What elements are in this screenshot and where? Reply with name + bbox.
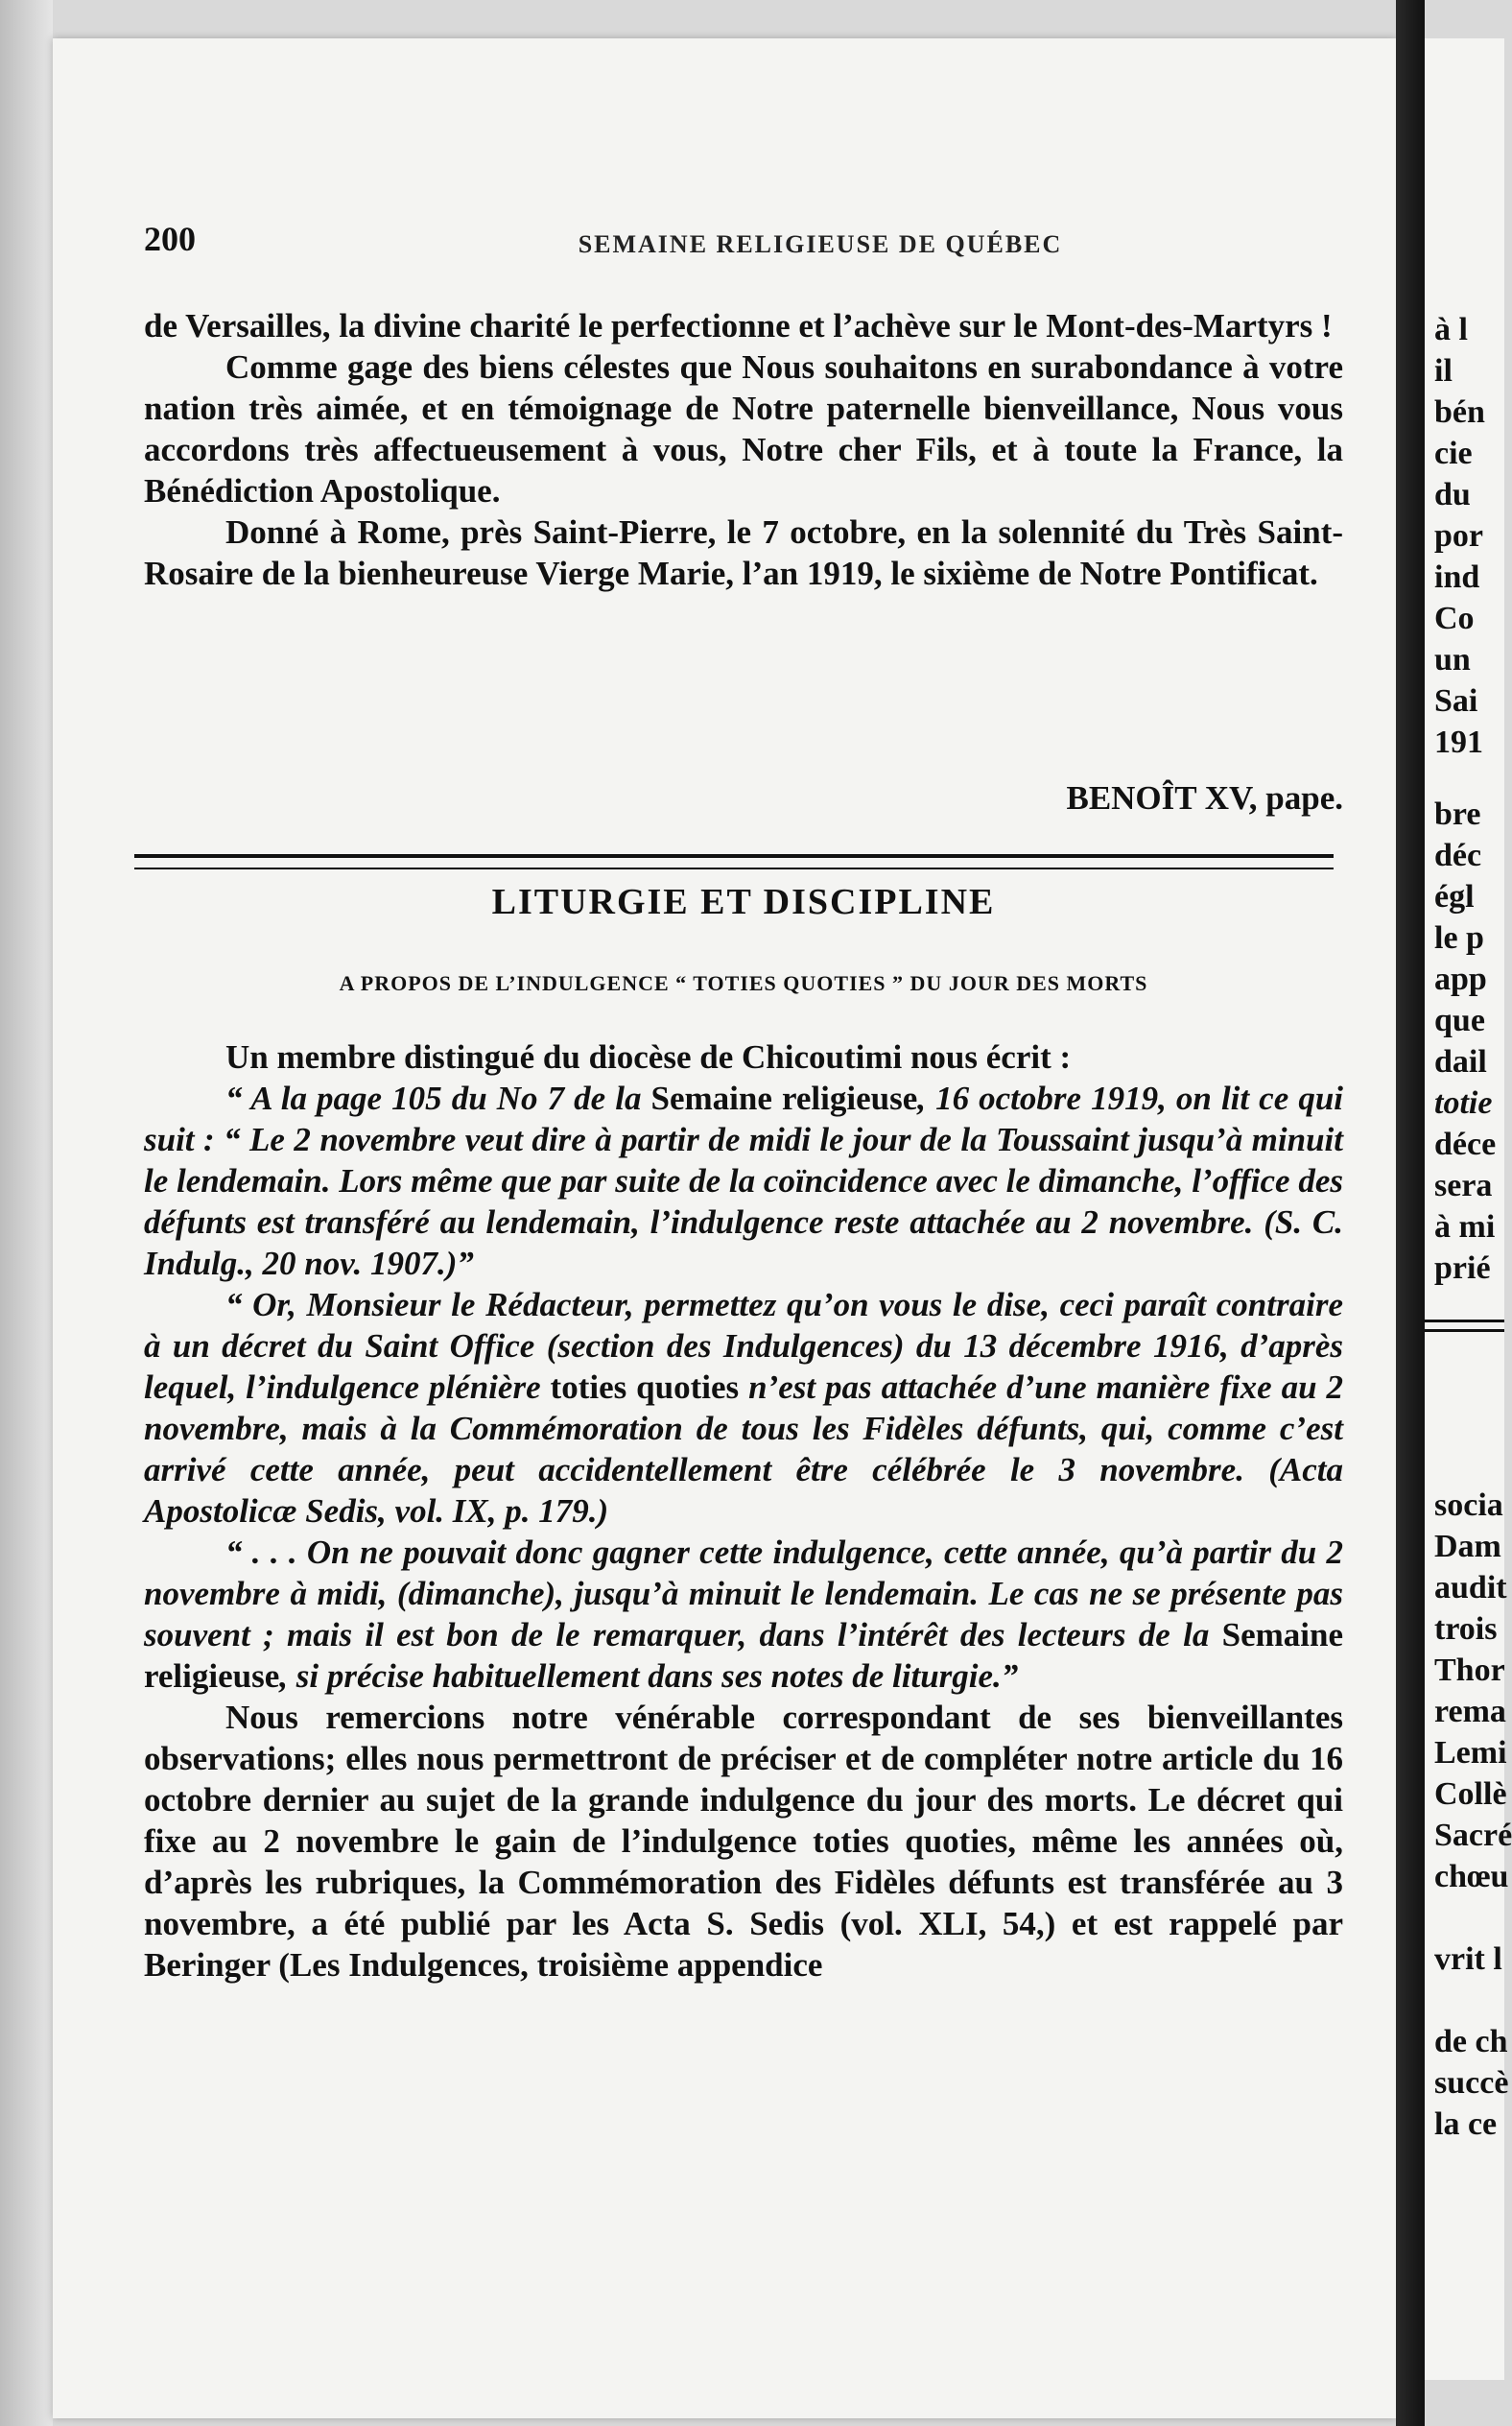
right-page-fragment: app [1434, 962, 1487, 997]
quote-text: , si précise habituellement dans ses notes de liturgie.” [279, 1657, 1019, 1695]
letter-text [144, 305, 1343, 594]
signature: BENOÎT XV, pape. [1066, 779, 1343, 817]
quote-text: “ Or, Monsieur le Rédacteur, permettez qu’on vous le dise, ceci paraît contraire à un décret du Saint Office (section des Indulgences) du 13 décembre 1916, d’après lequel, l’indulgence plénière [144, 1286, 1343, 1406]
right-page-fragment: sera [1434, 1168, 1493, 1203]
section-subtitle: A PROPOS DE L’INDULGENCE “ TOTIES QUOTIES ” DU JOUR DES MORTS [339, 971, 1148, 995]
section-title: LITURGIE ET DISCIPLINE [491, 882, 996, 922]
right-page-fragment: audit [1434, 1570, 1507, 1605]
right-page-fragment: succè [1434, 2065, 1509, 2101]
right-page-fragment: égl [1434, 879, 1475, 915]
right-page-fragment: que [1434, 1003, 1485, 1038]
page-number: 200 [144, 220, 196, 258]
right-page-rule [1425, 1329, 1504, 1332]
book-page-right-fragment [1425, 38, 1512, 2380]
book-gutter [1396, 0, 1425, 2426]
right-page-fragment: Sai [1434, 683, 1478, 719]
right-page-fragment: il [1434, 353, 1453, 389]
quoted-paragraph [144, 1284, 1343, 1532]
right-page-fragment: vrit l [1434, 1941, 1502, 1977]
right-page-fragment: totie [1434, 1085, 1493, 1121]
right-page-fragment: dail [1434, 1044, 1487, 1080]
right-page-fragment: socia [1434, 1487, 1503, 1523]
letter-paragraph: de Versailles, la divine charité le perfectionne et l’achève sur le Mont-des-Martyrs ! [144, 307, 1333, 345]
letter-paragraph: Donné à Rome, près Saint-Pierre, le 7 octobre, en la solennité du Très Saint-Rosaire de la bienheureuse Vierge Marie, l’an 1919, le sixième de Notre Pontificat. [144, 513, 1343, 592]
article-intro: Un membre distingué du diocèse de Chicoutimi nous écrit : [225, 1038, 1072, 1076]
right-page-fragment: déce [1434, 1127, 1497, 1162]
section-divider [134, 854, 1334, 869]
right-page-fragment: le p [1434, 920, 1484, 956]
right-page-fragment: du [1434, 477, 1471, 512]
publication-title: Semaine religieuse [650, 1080, 918, 1117]
quoted-paragraph [144, 1532, 1343, 1697]
right-page-fragment: la ce [1434, 2106, 1498, 2142]
right-page-fragment: ind [1434, 559, 1480, 595]
quote-text: n’est pas attachée d’une manière fixe au 2 novembre, mais à la Commémoration de tous les Fidèles défunts, qui, comme c’est arrivé cette année, peut accidentellement être célébrée le 3 novembre. (Acta Apostolicæ Sedis, vol. IX, p. 179.) [144, 1368, 1343, 1530]
right-page-fragment: Collè [1434, 1776, 1507, 1812]
reply-paragraph: Nous remercions notre vénérable correspondant de ses bienveillantes observations; elles nous permettront de préciser et de compléter notre article du 16 octobre dernier au sujet de la grande indulgence du jour des morts. Le décret qui fixe au 2 novembre le gain de l’indulgence toties quoties, même les années où, d’après les rubriques, la Commémoration des Fidèles défunts est transférée au 3 novembre, a été publié par les Acta S. Sedis (vol. XLI, 54,) et est rappelé par Beringer (Les Indulgences, troisième appendice [144, 1699, 1343, 1984]
right-page-fragment: Lemi [1434, 1735, 1507, 1771]
right-page-fragment: à l [1434, 312, 1468, 347]
latin-term: toties quoties [550, 1368, 740, 1406]
right-page-fragment: Dam [1434, 1529, 1501, 1564]
letter-paragraph: Comme gage des biens célestes que Nous souhaitons en surabondance à votre nation très aimée, et en témoignage de Notre paternelle bienveillance, Nous vous accordons très affectueusement à vous, Notre cher Fils, et à toute la France, la Bénédiction Apostolique. [144, 348, 1343, 510]
right-page-fragment: bén [1434, 394, 1485, 430]
right-page-fragment: trois [1434, 1611, 1498, 1647]
right-page-fragment: chœu [1434, 1859, 1509, 1894]
publication-title: Semaine religieuse [144, 1616, 1343, 1695]
right-page-fragment: à mi [1434, 1209, 1496, 1245]
right-page-fragment: Sacré [1434, 1818, 1512, 1853]
quote-text: “ . . . On ne pouvait donc gagner cette indulgence, cette année, qu’à partir du 2 novembre à midi, (dimanche), jusqu’à minuit le lendemain. Le cas ne se présente pas souvent ; mais il est bon de le remarquer, dans l’intérêt des lecteurs de la [144, 1534, 1343, 1653]
right-page-fragment: Co [1434, 601, 1475, 636]
right-page-fragment: prié [1434, 1250, 1491, 1286]
running-head: SEMAINE RELIGIEUSE DE QUÉBEC [578, 230, 1063, 258]
quote-text: “ A la page 105 du No 7 de la [225, 1080, 651, 1117]
right-page-fragment: de ch [1434, 2024, 1508, 2059]
right-page-fragment: un [1434, 642, 1471, 678]
page-header [144, 219, 1343, 267]
right-page-fragment: 191 [1434, 725, 1483, 760]
quoted-paragraph [144, 1078, 1343, 1284]
scan-left-edge [0, 0, 53, 2426]
right-page-fragment: por [1434, 518, 1483, 554]
right-page-rule [1425, 1320, 1504, 1322]
right-page-fragment: rema [1434, 1694, 1506, 1729]
right-page-fragment: Thor [1434, 1653, 1505, 1688]
article-body [144, 1036, 1343, 1986]
right-page-fragment: cie [1434, 436, 1473, 471]
right-page-fragment: bre [1434, 797, 1481, 832]
quote-text: , 16 octobre 1919, on lit ce qui suit : “ Le 2 novembre veut dire à partir de midi le jour de la Toussaint jusqu’à minuit le lendemain. Lors même que par suite de la coïncidence avec le dimanche, l’office des défunts est transféré au lendemain, l’indulgence reste attachée au 2 novembre. (S. C. Indulg., 20 nov. 1907.)” [144, 1080, 1344, 1282]
right-page-fragment: déc [1434, 838, 1482, 873]
